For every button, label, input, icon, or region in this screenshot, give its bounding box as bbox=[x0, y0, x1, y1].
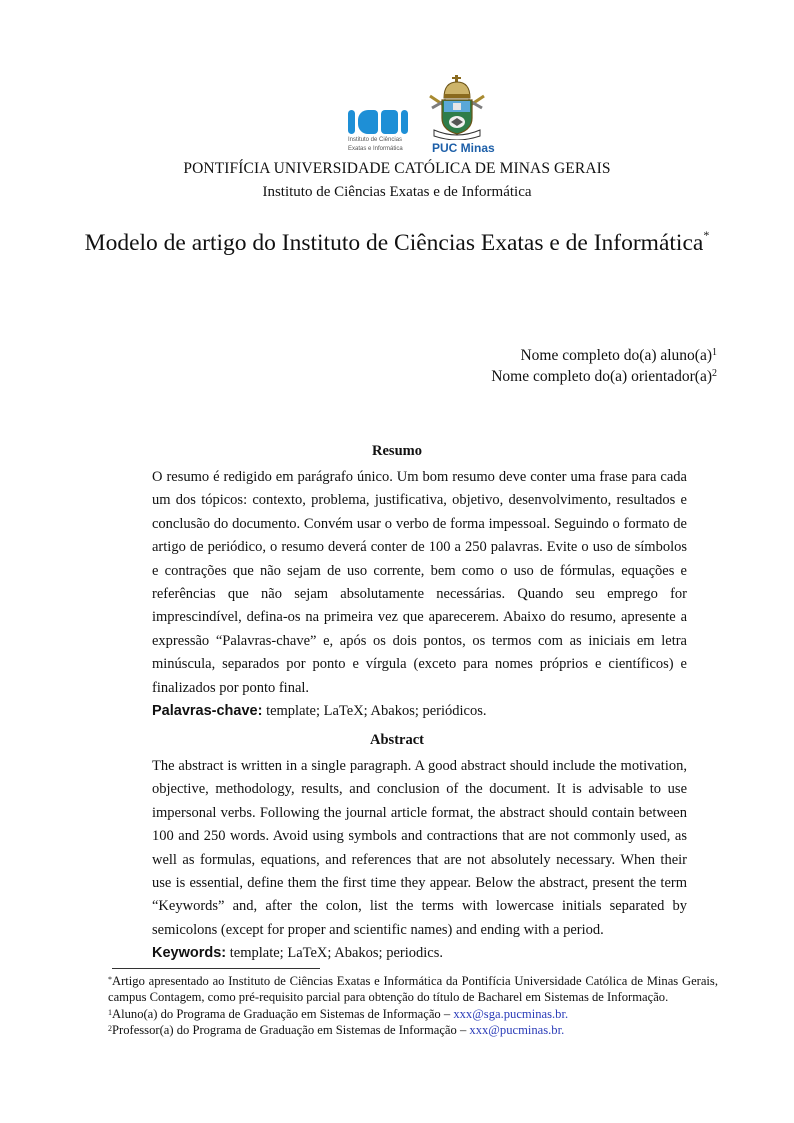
author-advisor-mark: 2 bbox=[712, 368, 717, 379]
abstract-section bbox=[152, 755, 687, 966]
advisor-email-link[interactable]: xxx@pucminas.br. bbox=[469, 1023, 565, 1038]
author-student bbox=[491, 345, 717, 366]
authors-block bbox=[491, 345, 717, 387]
institute-name: Instituto de Ciências Exatas e de Informática bbox=[262, 184, 532, 200]
title-footnote-mark: * bbox=[703, 228, 710, 242]
icei-logo-subtitle-1: Instituto de Ciências bbox=[348, 137, 403, 143]
puc-coat-of-arms-icon bbox=[424, 74, 490, 140]
resumo-keywords-label: Palavras-chave: bbox=[152, 703, 263, 720]
icei-logo bbox=[348, 110, 416, 156]
footnote-student bbox=[108, 1006, 718, 1022]
student-email-link[interactable]: xxx@sga.pucminas.br. bbox=[453, 1006, 569, 1021]
puc-minas-logo bbox=[424, 74, 495, 156]
footnote-student-text: Aluno(a) do Programa de Graduação em Sistemas de Informação – bbox=[112, 1006, 454, 1021]
author-student-name: Nome completo do(a) aluno(a) bbox=[520, 347, 712, 364]
resumo-keywords-text: template; LaTeX; Abakos; periódicos. bbox=[266, 703, 487, 720]
footnote-title bbox=[108, 973, 718, 1006]
footnotes bbox=[108, 973, 718, 1039]
resumo-section bbox=[152, 466, 687, 723]
header-logos bbox=[340, 74, 500, 156]
footnote-title-text: Artigo apresentado ao Instituto de Ciências Exatas e Informática da Pontifícia Universidade Católica de Minas Gerais, campus Contagem, como pré-requisito parcial para obtenção do título de Bacharel em Sistemas de Informação. bbox=[108, 974, 718, 1005]
footnote-advisor-mark: 2 bbox=[108, 1024, 112, 1034]
resumo-keywords bbox=[152, 700, 687, 723]
abstract-heading: Abstract bbox=[370, 732, 424, 748]
footnote-student-mark: 1 bbox=[108, 1007, 112, 1017]
puc-minas-wordmark: PUC Minas bbox=[432, 141, 495, 155]
abstract-keywords-label: Keywords: bbox=[152, 945, 227, 962]
icei-logo-mark-icon bbox=[348, 110, 416, 134]
icei-logo-subtitle-2: Exatas e Informática bbox=[348, 146, 403, 152]
author-advisor bbox=[491, 366, 717, 387]
footnote-rule bbox=[112, 968, 320, 969]
university-name: PONTIFÍCIA UNIVERSIDADE CATÓLICA DE MINAS GERAIS bbox=[183, 160, 611, 177]
footnote-title-mark: * bbox=[108, 975, 112, 984]
paper-title bbox=[0, 230, 794, 257]
paper-title-text: Modelo de artigo do Instituto de Ciências Exatas e de Informática bbox=[84, 230, 704, 256]
resumo-heading: Resumo bbox=[372, 443, 422, 459]
author-student-mark: 1 bbox=[712, 347, 717, 358]
resumo-body: O resumo é redigido em parágrafo único. Um bom resumo deve conter uma frase para cada um dos tópicos: contexto, problema, justificativa, objetivo, desenvolvimento, resultados e conclusão do documento. Convém usar o verbo de forma impessoal. Seguindo o formato de artigo de periódico, o resumo deverá conter de 100 a 250 palavras. Evite o uso de símbolos e contrações que não sejam de uso corrente, bem como o uso de fórmulas, equações e referências que não sejam absolutamente necessárias. Quando seu emprego for imprescindível, defina-os na primeira vez que aparecerem. Abaixo do resumo, apresente a expressão “Palavras-chave” e, após os dois pontos, os termos com as iniciais em letra minúscula, separados por ponto e vírgula (exceto para nomes próprios e científicos) e finalizados por ponto final. bbox=[152, 469, 687, 696]
footnote-advisor-text: Professor(a) do Programa de Graduação em Sistemas de Informação – bbox=[112, 1023, 470, 1038]
abstract-keywords-text: template; LaTeX; Abakos; periodics. bbox=[229, 945, 443, 962]
abstract-keywords bbox=[152, 942, 687, 965]
footnote-advisor bbox=[108, 1022, 718, 1038]
author-advisor-name: Nome completo do(a) orientador(a) bbox=[491, 368, 712, 385]
abstract-body: The abstract is written in a single paragraph. A good abstract should include the motivation, objective, methodology, results, and conclusion of the document. It is advisable to use impersonal verbs. Following the journal article format, the abstract should contain between 100 and 250 words. Avoid using symbols and contractions that are not commonly used, as well as formulas, equations, and references that are not absolutely necessary. When their use is essential, define them the first time they appear. Below the abstract, present the term “Keywords” and, after the colon, list the terms with lowercase initials separated by semicolons (except for proper and scientific names) and ending with a period. bbox=[152, 758, 687, 938]
